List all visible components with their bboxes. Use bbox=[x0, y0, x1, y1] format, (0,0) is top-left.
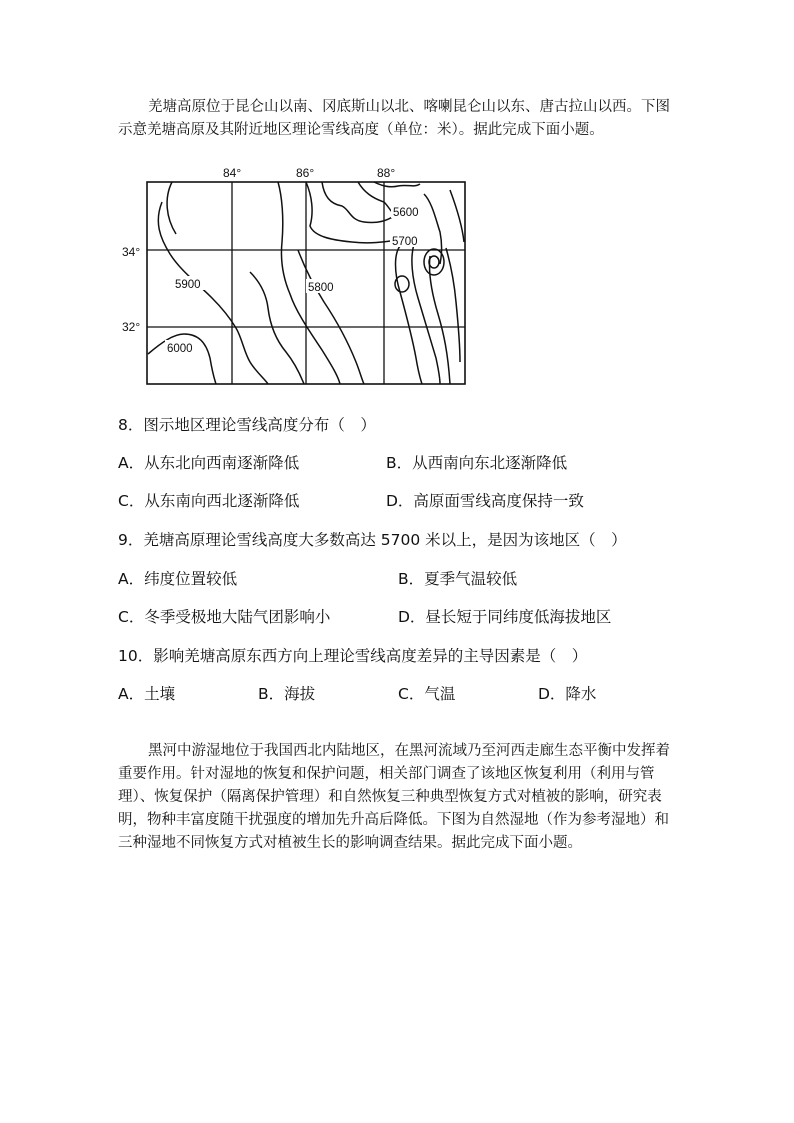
contour-5900-north bbox=[167, 182, 176, 234]
snowline-contour-map bbox=[118, 162, 478, 388]
question-8-option-d[interactable]: D．高原面雪线高度保持一致 bbox=[386, 492, 584, 510]
closed-contour-mid bbox=[395, 276, 409, 292]
question-8-option-a[interactable]: A．从东北向西南逐渐降低 bbox=[118, 454, 300, 472]
lon-label-86: 86° bbox=[296, 166, 315, 180]
question-10-option-a[interactable]: A．土壤 bbox=[118, 685, 176, 703]
contour-east-5 bbox=[450, 190, 464, 242]
question-9-option-b[interactable]: B．夏季气温较低 bbox=[398, 570, 518, 588]
question-10-option-c[interactable]: C．气温 bbox=[398, 685, 456, 703]
question-8-option-b[interactable]: B．从西南向东北逐渐降低 bbox=[386, 454, 568, 472]
lon-label-84: 84° bbox=[223, 166, 242, 180]
contour-east-4 bbox=[446, 248, 460, 362]
question-9-option-c[interactable]: C．冬季受极地大陆气团影响小 bbox=[118, 608, 331, 626]
intro-text-1: 羌塘高原位于昆仑山以南、冈底斯山以北、喀喇昆仑山以东、唐古拉山以西。下图示意羌塘高原及其附近地区理论雪线高度（单位：米）。据此完成下面小题。 bbox=[118, 99, 670, 138]
contour-5800-inner bbox=[250, 272, 304, 384]
question-10-option-b[interactable]: B．海拔 bbox=[258, 685, 316, 703]
contour-label-5700: 5700 bbox=[392, 236, 418, 248]
question-10-option-d[interactable]: D．降水 bbox=[538, 685, 597, 703]
contour-labels bbox=[165, 204, 425, 355]
question-9-option-a[interactable]: A．纬度位置较低 bbox=[118, 570, 238, 588]
question-9-option-d[interactable]: D．昼长短于同纬度低海拔地区 bbox=[398, 608, 612, 626]
intro-paragraph-1 bbox=[118, 96, 678, 142]
question-8-option-c[interactable]: C．从东南向西北逐渐降低 bbox=[118, 492, 300, 510]
question-9-stem: 9．羌塘高原理论雪线高度大多数高达 5700 米以上，是因为该地区（ ） bbox=[118, 531, 627, 549]
intro-paragraph-2 bbox=[118, 740, 678, 855]
intro-text-2: 黑河中游湿地位于我国西北内陆地区，在黑河流域乃至河西走廊生态平衡中发挥着重要作用。针对湿地的恢复和保护问题，相关部门调查了该地区恢复利用（利用与管理）、恢复保护（隔离保护管理）和自然恢复三种典型恢复方式对植被的影响，研究表明，物种丰富度随干扰强度的增加先升高后降低。下图为自然湿地（作为参考湿地）和三种湿地不同恢复方式对植被生长的影响调查结果。据此完成下面小题。 bbox=[118, 743, 670, 851]
question-8-stem: 8．图示地区理论雪线高度分布（ ） bbox=[118, 416, 376, 434]
lat-label-32: 32° bbox=[122, 320, 141, 334]
question-10-stem: 10．影响羌塘高原东西方向上理论雪线高度差异的主导因素是（ ） bbox=[118, 647, 588, 665]
contour-east-1 bbox=[396, 246, 423, 384]
contour-label-5800: 5800 bbox=[308, 282, 334, 294]
lat-label-34: 34° bbox=[122, 245, 141, 259]
lon-label-88: 88° bbox=[377, 166, 396, 180]
contour-5900-west bbox=[158, 202, 268, 384]
contour-label-5900: 5900 bbox=[175, 279, 201, 291]
contour-label-5600: 5600 bbox=[393, 207, 419, 219]
closed-contour-small bbox=[429, 256, 439, 268]
contour-label-6000: 6000 bbox=[167, 343, 193, 355]
